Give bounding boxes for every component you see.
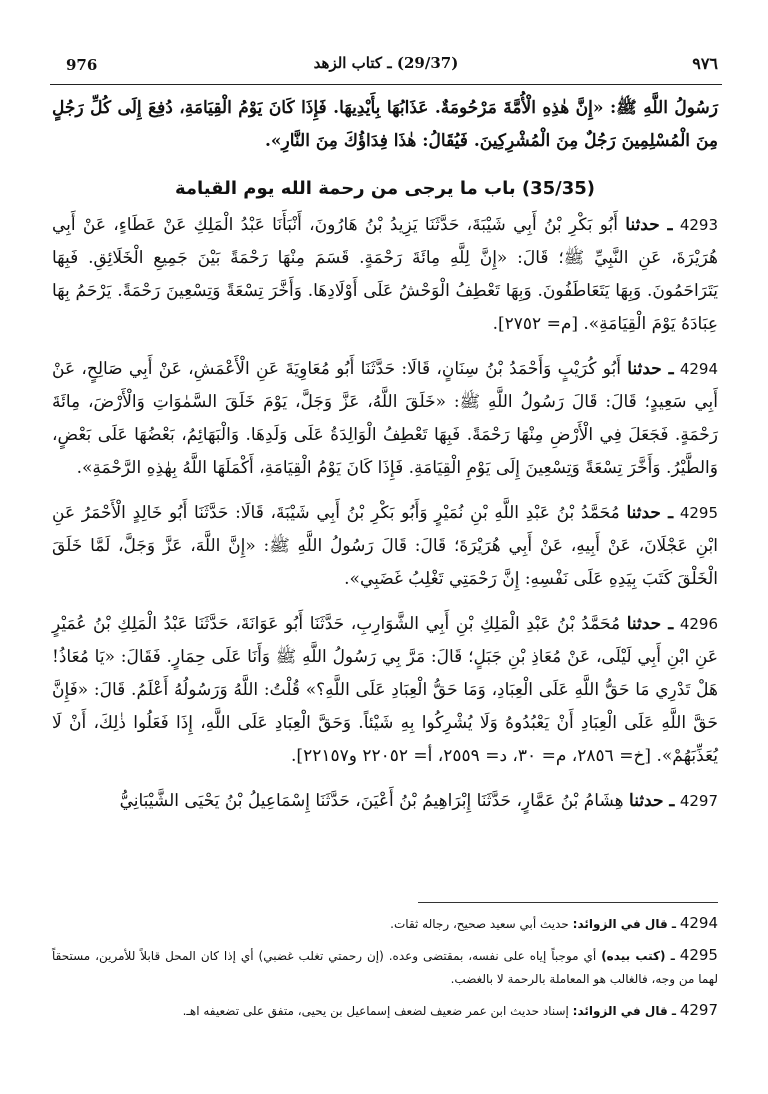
hadith-number: 4294 [679, 360, 719, 378]
hadith-4293 [52, 209, 718, 341]
footnote-ref: 4294 [679, 914, 718, 932]
hadith-number: 4295 [679, 504, 719, 522]
footnote-ref: 4295 [679, 946, 718, 964]
hadith-text: مُحَمَّدُ بْنُ عَبْدِ اللَّهِ بْنِ نُمَيْرٍ وَأَبُو بَكْرِ بْنُ أَبِي شَيْبَةَ، قَالَا: حَدَّثَنَا أَبُو خَالِدٍ الْأَحْمَرُ عَنِ ابْنِ عَجْلَانَ، عَنْ أَبِيهِ، عَنْ أَبِي هُرَيْرَةَ؛ قَالَ: قَالَ رَسُولُ اللَّهِ ﷺ: «إِنَّ اللَّهَ، عَزَّ وَجَلَّ، لَمَّا خَلَقَ الْخَلْقَ كَتَبَ بِيَدِهِ عَلَى نَفْسِهِ: إِنَّ رَحْمَتِي تَغْلِبُ غَضَبِي». [52, 503, 718, 589]
footnote-item [52, 944, 718, 991]
main-text [52, 92, 718, 830]
footnote-label: ـ قال في الزوائد: [572, 917, 676, 931]
hadith-lead: ـ حدثنا [626, 614, 674, 634]
footnote-ref: 4297 [679, 1001, 718, 1019]
chapter-heading: (35/35) باب ما يرجى من رحمة الله يوم القيامة [174, 178, 596, 199]
hadith-number: 4297 [679, 792, 718, 810]
footnote-text: أي موجباً إياه على نفسه، بمقتضى وعده. (إن رحمتي تغلب غضبي) أي إذا كان المحل قابلاً للأمرين، مستحقاً لهما من وجه، فالغالب هو المعاملة بالرحمة لا بالغضب. [52, 949, 718, 986]
footnote-label: ـ قال في الزوائد: [572, 1004, 676, 1018]
running-title: (29/37) ـ كتاب الزهد [313, 54, 459, 72]
hadith-text: أَبُو بَكْرِ بْنُ أَبِي شَيْبَةَ، حَدَّثَنَا يَزِيدُ بْنُ هَارُونَ، أَنْبَأَنَا عَبْدُ الْمَلِكِ عَنْ عَطَاءٍ، عَنْ أَبِي هُرَيْرَةَ، عَنِ النَّبِيِّ ﷺ؛ قَالَ: «إِنَّ لِلَّهِ مِائَةَ رَحْمَةٍ. قَسَمَ مِنْهَا رَحْمَةً بَيْنَ جَمِيعِ الْخَلَائِقِ. فَبِهَا يَتَرَاحَمُونَ. وَبِهَا يَتَعَاطَفُونَ. وَبِهَا تَعْطِفُ الْوَحْشُ عَلَى أَوْلَادِهَا. وَأَخَّرَ تِسْعَةً وَتِسْعِينَ رَحْمَةً. يَرْحَمُ بِهَا عِبَادَهُ يَوْمَ الْقِيَامَةِ». [م= ٢٧٥٢]. [52, 215, 718, 334]
page-number-arabic: ٩٧٦ [692, 54, 718, 73]
hadith-text: هِشَامُ بْنُ عَمَّارٍ، حَدَّثَنَا إِبْرَاهِيمُ بْنُ أَعْيَنَ، حَدَّثَنَا إِسْمَاعِيلُ بْنُ يَحْيَى الشَّيْبَانِيُّ [119, 791, 624, 811]
hadith-lead: ـ حدثنا [626, 503, 674, 523]
header-rule [50, 84, 722, 85]
hadith-number: 4293 [679, 216, 719, 234]
hadith-4294 [52, 353, 718, 485]
hadith-4297 [52, 785, 718, 818]
hadith-4295 [52, 497, 718, 596]
footnotes [52, 912, 718, 1031]
hadith-number: 4296 [679, 615, 719, 633]
footnote-item [52, 999, 718, 1023]
hadith-text: مُحَمَّدُ بْنُ عَبْدِ الْمَلِكِ بْنِ أَبِي الشَّوَارِبِ، حَدَّثَنَا أَبُو عَوَانَةَ، حَدَّثَنَا عَبْدُ الْمَلِكِ بْنُ عُمَيْرٍ عَنِ ابْنِ أَبِي لَيْلَى، عَنْ مُعَاذِ بْنِ جَبَلٍ؛ قَالَ: مَرَّ بِي رَسُولُ اللَّهِ ﷺ وَأَنَا عَلَى حِمَارٍ. فَقَالَ: «يَا مُعَاذُ! هَلْ تَدْرِي مَا حَقُّ اللَّهِ عَلَى الْعِبَادِ، وَمَا حَقُّ الْعِبَادِ عَلَى اللَّهِ؟» قُلْتُ: اللَّهُ وَرَسُولُهُ أَعْلَمُ. قَالَ: «فَإِنَّ حَقَّ اللَّهِ عَلَى الْعِبَادِ أَنْ يَعْبُدُوهُ وَلَا يُشْرِكُوا بِهِ شَيْئاً. وَحَقَّ الْعِبَادِ عَلَى اللَّهِ، إِذَا فَعَلُوا ذٰلِكَ، أَنْ لَا يُعَذِّبَهُمْ». [خ= ٢٨٥٦، م= ٣٠، د= ٢٥٥٩، أ= ٢٢٠٥٢ و٢٢١٥٧]. [52, 614, 718, 766]
hadith-lead: ـ حدثنا [629, 791, 675, 811]
page-number-latin: 976 [66, 56, 98, 74]
hadith-4296 [52, 608, 718, 773]
footnote-separator [418, 902, 718, 903]
hadith-lead: ـ حدثنا [627, 359, 674, 379]
footnote-item [52, 912, 718, 936]
hadith-lead: ـ حدثنا [625, 215, 673, 235]
intro-paragraph: رَسُولُ اللَّهِ ﷺ: «إِنَّ هٰذِهِ الْأُمَّةَ مَرْحُومَةٌ. عَذَابُهَا بِأَيْدِيهَا. فَإِذَا كَانَ يَوْمُ الْقِيَامَةِ، دُفِعَ إِلَى كُلِّ رَجُلٍ مِنَ الْمُسْلِمِينَ رَجُلٌ مِنَ الْمُشْرِكِينَ. فَيُقَالُ: هٰذَا فِدَاؤُكَ مِنَ النَّارِ». [52, 98, 718, 151]
footnote-text: حديث أبي سعيد صحيح، رجاله ثقات. [390, 917, 569, 931]
footnote-label: ـ (كتب بيده) [601, 949, 675, 963]
page-header [50, 52, 722, 78]
footnote-text: إسناد حديث ابن عمر ضعيف لضعف إسماعيل بن يحيى، متفق على تضعيفه اهـ. [182, 1004, 569, 1018]
hadith-text: أَبُو كُرَيْبٍ وَأَحْمَدُ بْنُ سِنَانٍ، قَالَا: حَدَّثَنَا أَبُو مُعَاوِيَةَ عَنِ الْأَعْمَشِ، عَنْ أَبِي صَالِحٍ، عَنْ أَبِي سَعِيدٍ؛ قَالَ: قَالَ رَسُولُ اللَّهِ ﷺ: «خَلَقَ اللَّهُ، عَزَّ وَجَلَّ، يَوْمَ خَلَقَ السَّمٰوَاتِ وَالْأَرْضَ، مِائَةَ رَحْمَةٍ. فَجَعَلَ فِي الْأَرْضِ مِنْهَا رَحْمَةً. فَبِهَا تَعْطِفُ الْوَالِدَةُ عَلَى وَلَدِهَا. وَالْبَهَائِمُ، بَعْضُهَا عَلَى بَعْضٍ، وَالطَّيْرُ. وَأَخَّرَ تِسْعَةً وَتِسْعِينَ إِلَى يَوْمِ الْقِيَامَةِ. فَإِذَا كَانَ يَوْمُ الْقِيَامَةِ، أَكْمَلَهَا اللَّهُ بِهٰذِهِ الرَّحْمَةِ». [52, 359, 718, 478]
